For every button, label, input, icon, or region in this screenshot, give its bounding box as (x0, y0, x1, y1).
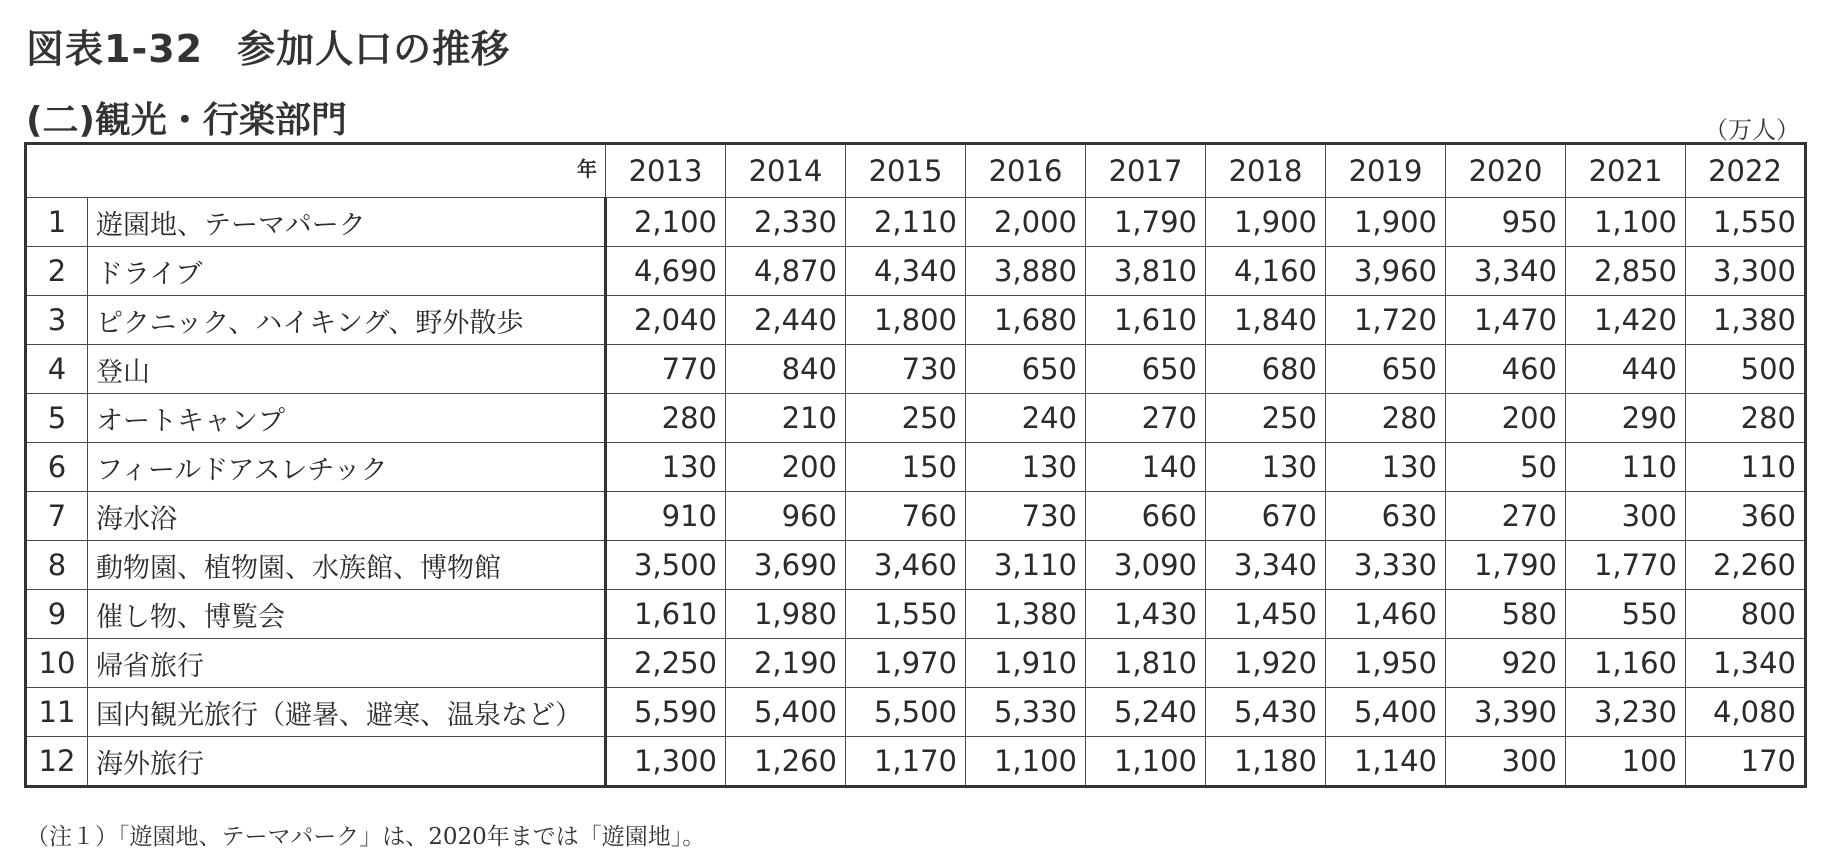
table-row (26, 688, 1806, 737)
value-cell: 300 (1566, 492, 1686, 541)
activity-name: オートキャンプ (88, 394, 606, 443)
value-cell: 170 (1686, 737, 1806, 787)
activity-name: 国内観光旅行（避暑、避寒、温泉など） (88, 688, 606, 737)
year-header: 2021 (1566, 144, 1686, 198)
value-cell: 1,260 (726, 737, 846, 787)
year-header: 2015 (846, 144, 966, 198)
value-cell: 240 (966, 394, 1086, 443)
value-cell: 460 (1446, 345, 1566, 394)
year-header: 2018 (1206, 144, 1326, 198)
value-cell: 1,460 (1326, 590, 1446, 639)
row-number: 8 (26, 541, 88, 590)
year-header: 2019 (1326, 144, 1446, 198)
activity-name: ピクニック、ハイキング、野外散歩 (88, 296, 606, 345)
value-cell: 2,000 (966, 198, 1086, 247)
value-cell: 2,850 (1566, 247, 1686, 296)
participation-table (24, 142, 1807, 788)
table-row (26, 737, 1806, 787)
table-row (26, 345, 1806, 394)
activity-name: 遊園地、テーマパーク (88, 198, 606, 247)
value-cell: 440 (1566, 345, 1686, 394)
value-cell: 280 (1326, 394, 1446, 443)
value-cell: 960 (726, 492, 846, 541)
activity-name: 催し物、博覧会 (88, 590, 606, 639)
row-number: 10 (26, 639, 88, 688)
value-cell: 1,100 (1566, 198, 1686, 247)
value-cell: 280 (1686, 394, 1806, 443)
value-cell: 3,500 (606, 541, 726, 590)
value-cell: 2,100 (606, 198, 726, 247)
value-cell: 650 (1086, 345, 1206, 394)
row-number: 9 (26, 590, 88, 639)
value-cell: 140 (1086, 443, 1206, 492)
value-cell: 1,340 (1686, 639, 1806, 688)
value-cell: 5,500 (846, 688, 966, 737)
value-cell: 2,330 (726, 198, 846, 247)
value-cell: 670 (1206, 492, 1326, 541)
value-cell: 200 (1446, 394, 1566, 443)
row-number: 1 (26, 198, 88, 247)
value-cell: 2,440 (726, 296, 846, 345)
value-cell: 1,180 (1206, 737, 1326, 787)
activity-name: 海水浴 (88, 492, 606, 541)
value-cell: 280 (606, 394, 726, 443)
value-cell: 1,140 (1326, 737, 1446, 787)
value-cell: 1,470 (1446, 296, 1566, 345)
value-cell: 1,680 (966, 296, 1086, 345)
year-header: 2020 (1446, 144, 1566, 198)
value-cell: 580 (1446, 590, 1566, 639)
value-cell: 5,240 (1086, 688, 1206, 737)
activity-name: 登山 (88, 345, 606, 394)
value-cell: 1,160 (1566, 639, 1686, 688)
year-header: 2022 (1686, 144, 1806, 198)
value-cell: 5,400 (1326, 688, 1446, 737)
value-cell: 270 (1086, 394, 1206, 443)
activity-name: 海外旅行 (88, 737, 606, 787)
value-cell: 270 (1446, 492, 1566, 541)
value-cell: 1,920 (1206, 639, 1326, 688)
year-corner-label: 年 (26, 144, 606, 198)
unit-label: （万人） (1704, 116, 1800, 144)
value-cell: 110 (1686, 443, 1806, 492)
row-number: 12 (26, 737, 88, 787)
value-cell: 4,080 (1686, 688, 1806, 737)
value-cell: 1,550 (1686, 198, 1806, 247)
value-cell: 4,160 (1206, 247, 1326, 296)
value-cell: 910 (606, 492, 726, 541)
value-cell: 200 (726, 443, 846, 492)
footnote: （注１）「遊園地、テーマパーク」は、2020年までは「遊園地」。 (26, 824, 706, 850)
year-header: 2016 (966, 144, 1086, 198)
figure-number: 図表1-32 (26, 27, 204, 71)
value-cell: 1,380 (966, 590, 1086, 639)
value-cell: 2,110 (846, 198, 966, 247)
value-cell: 5,400 (726, 688, 846, 737)
value-cell: 4,690 (606, 247, 726, 296)
table-row (26, 443, 1806, 492)
value-cell: 1,980 (726, 590, 846, 639)
value-cell: 3,340 (1446, 247, 1566, 296)
value-cell: 250 (846, 394, 966, 443)
row-number: 11 (26, 688, 88, 737)
value-cell: 1,450 (1206, 590, 1326, 639)
value-cell: 2,040 (606, 296, 726, 345)
value-cell: 1,900 (1326, 198, 1446, 247)
section-title: (二)観光・行楽部門 (26, 100, 347, 141)
activity-name: フィールドアスレチック (88, 443, 606, 492)
value-cell: 730 (846, 345, 966, 394)
activity-name: 動物園、植物園、水族館、博物館 (88, 541, 606, 590)
value-cell: 1,800 (846, 296, 966, 345)
value-cell: 1,420 (1566, 296, 1686, 345)
value-cell: 920 (1446, 639, 1566, 688)
row-number: 4 (26, 345, 88, 394)
row-number: 3 (26, 296, 88, 345)
value-cell: 2,190 (726, 639, 846, 688)
value-cell: 1,910 (966, 639, 1086, 688)
row-number: 6 (26, 443, 88, 492)
value-cell: 1,380 (1686, 296, 1806, 345)
value-cell: 760 (846, 492, 966, 541)
year-header: 2013 (606, 144, 726, 198)
value-cell: 500 (1686, 345, 1806, 394)
value-cell: 840 (726, 345, 846, 394)
value-cell: 630 (1326, 492, 1446, 541)
value-cell: 950 (1446, 198, 1566, 247)
value-cell: 1,720 (1326, 296, 1446, 345)
value-cell: 3,810 (1086, 247, 1206, 296)
activity-name: ドライブ (88, 247, 606, 296)
value-cell: 3,460 (846, 541, 966, 590)
value-cell: 650 (1326, 345, 1446, 394)
table-body (26, 198, 1806, 787)
value-cell: 1,550 (846, 590, 966, 639)
value-cell: 300 (1446, 737, 1566, 787)
value-cell: 1,170 (846, 737, 966, 787)
table-row (26, 590, 1806, 639)
value-cell: 3,330 (1326, 541, 1446, 590)
value-cell: 290 (1566, 394, 1686, 443)
figure-caption: 参加人口の推移 (237, 27, 511, 71)
value-cell: 5,430 (1206, 688, 1326, 737)
value-cell: 130 (1326, 443, 1446, 492)
value-cell: 3,300 (1686, 247, 1806, 296)
value-cell: 3,230 (1566, 688, 1686, 737)
row-number: 7 (26, 492, 88, 541)
value-cell: 3,690 (726, 541, 846, 590)
value-cell: 150 (846, 443, 966, 492)
value-cell: 1,790 (1446, 541, 1566, 590)
table-row (26, 247, 1806, 296)
value-cell: 550 (1566, 590, 1686, 639)
value-cell: 1,770 (1566, 541, 1686, 590)
value-cell: 3,090 (1086, 541, 1206, 590)
value-cell: 1,900 (1206, 198, 1326, 247)
year-header: 2014 (726, 144, 846, 198)
value-cell: 770 (606, 345, 726, 394)
value-cell: 1,840 (1206, 296, 1326, 345)
table-row (26, 492, 1806, 541)
value-cell: 4,870 (726, 247, 846, 296)
value-cell: 680 (1206, 345, 1326, 394)
value-cell: 2,250 (606, 639, 726, 688)
table-row (26, 296, 1806, 345)
activity-name: 帰省旅行 (88, 639, 606, 688)
value-cell: 50 (1446, 443, 1566, 492)
value-cell: 3,110 (966, 541, 1086, 590)
value-cell: 660 (1086, 492, 1206, 541)
value-cell: 110 (1566, 443, 1686, 492)
value-cell: 800 (1686, 590, 1806, 639)
value-cell: 100 (1566, 737, 1686, 787)
value-cell: 1,100 (1086, 737, 1206, 787)
header-row (26, 144, 1806, 198)
value-cell: 130 (606, 443, 726, 492)
year-header: 2017 (1086, 144, 1206, 198)
value-cell: 2,260 (1686, 541, 1806, 590)
value-cell: 130 (1206, 443, 1326, 492)
row-number: 2 (26, 247, 88, 296)
value-cell: 3,340 (1206, 541, 1326, 590)
value-cell: 360 (1686, 492, 1806, 541)
value-cell: 730 (966, 492, 1086, 541)
value-cell: 210 (726, 394, 846, 443)
value-cell: 1,970 (846, 639, 966, 688)
row-number: 5 (26, 394, 88, 443)
value-cell: 1,810 (1086, 639, 1206, 688)
value-cell: 130 (966, 443, 1086, 492)
value-cell: 1,950 (1326, 639, 1446, 688)
value-cell: 3,390 (1446, 688, 1566, 737)
value-cell: 250 (1206, 394, 1326, 443)
value-cell: 5,590 (606, 688, 726, 737)
value-cell: 4,340 (846, 247, 966, 296)
value-cell: 1,610 (606, 590, 726, 639)
table-row (26, 394, 1806, 443)
figure-title (26, 18, 510, 73)
table-row (26, 541, 1806, 590)
value-cell: 1,790 (1086, 198, 1206, 247)
value-cell: 1,100 (966, 737, 1086, 787)
value-cell: 5,330 (966, 688, 1086, 737)
table-row (26, 198, 1806, 247)
value-cell: 1,430 (1086, 590, 1206, 639)
value-cell: 3,880 (966, 247, 1086, 296)
value-cell: 1,610 (1086, 296, 1206, 345)
value-cell: 650 (966, 345, 1086, 394)
value-cell: 1,300 (606, 737, 726, 787)
value-cell: 3,960 (1326, 247, 1446, 296)
table-row (26, 639, 1806, 688)
